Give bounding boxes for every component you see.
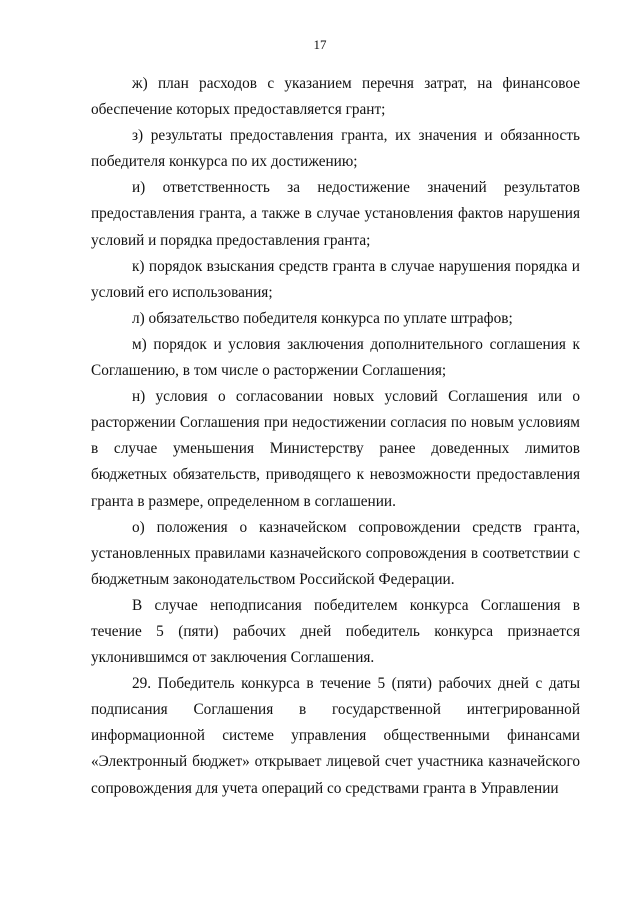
paragraph-item-k: к) порядок взыскания средств гранта в случае нарушения порядка и условий его использования; [91,257,580,301]
paragraph-item-z: з) результаты предоставления гранта, их значения и обязанность победителя конкурса по их достижению; [91,127,580,171]
paragraph-item-n: н) условия о согласовании новых условий Соглашения или о расторжении Соглашения при недостижении согласия по новым условиям в случае уменьшения Министерству ранее доведенных лимитов бюджетных обязательств, приводящего к невозможности предоставления гранта в размере, определенном в соглашении. [91,388,580,510]
paragraph-unsigned-agreement: В случае неподписания победителем конкурса Соглашения в течение 5 (пяти) рабочих дней победитель конкурса признается уклонившимся от заключения Соглашения. [91,596,580,667]
paragraph-item-zh: ж) план расходов с указанием перечня затрат, на финансовое обеспечение которых предоставляется грант; [91,75,580,119]
paragraph-item-l: л) обязательство победителя конкурса по уплате штрафов; [132,309,513,327]
paragraph-item-i: и) ответственность за недостижение значений результатов предоставления гранта, а также в случае установления фактов нарушения условий и порядка предоставления гранта; [91,179,580,249]
document-body [91,71,580,802]
paragraph-item-o: о) положения о казначейском сопровождении средств гранта, установленных правилами казначейского сопровождения в соответствии с бюджетным законодательством Российской Федерации. [91,518,580,588]
paragraph-clause-29: 29. Победитель конкурса в течение 5 (пяти) рабочих дней с даты подписания Соглашения в государственной интегрированной информационной системе управления общественными финансами «Электронный бюджет» открывает лицевой счет участника казначейского сопровождения для учета операций со средствами гранта в Управлении [91,675,580,797]
page-number: 17 [313,37,327,52]
paragraph-item-m: м) порядок и условия заключения дополнительного соглашения к Соглашению, в том числе о расторжении Соглашения; [91,335,580,380]
